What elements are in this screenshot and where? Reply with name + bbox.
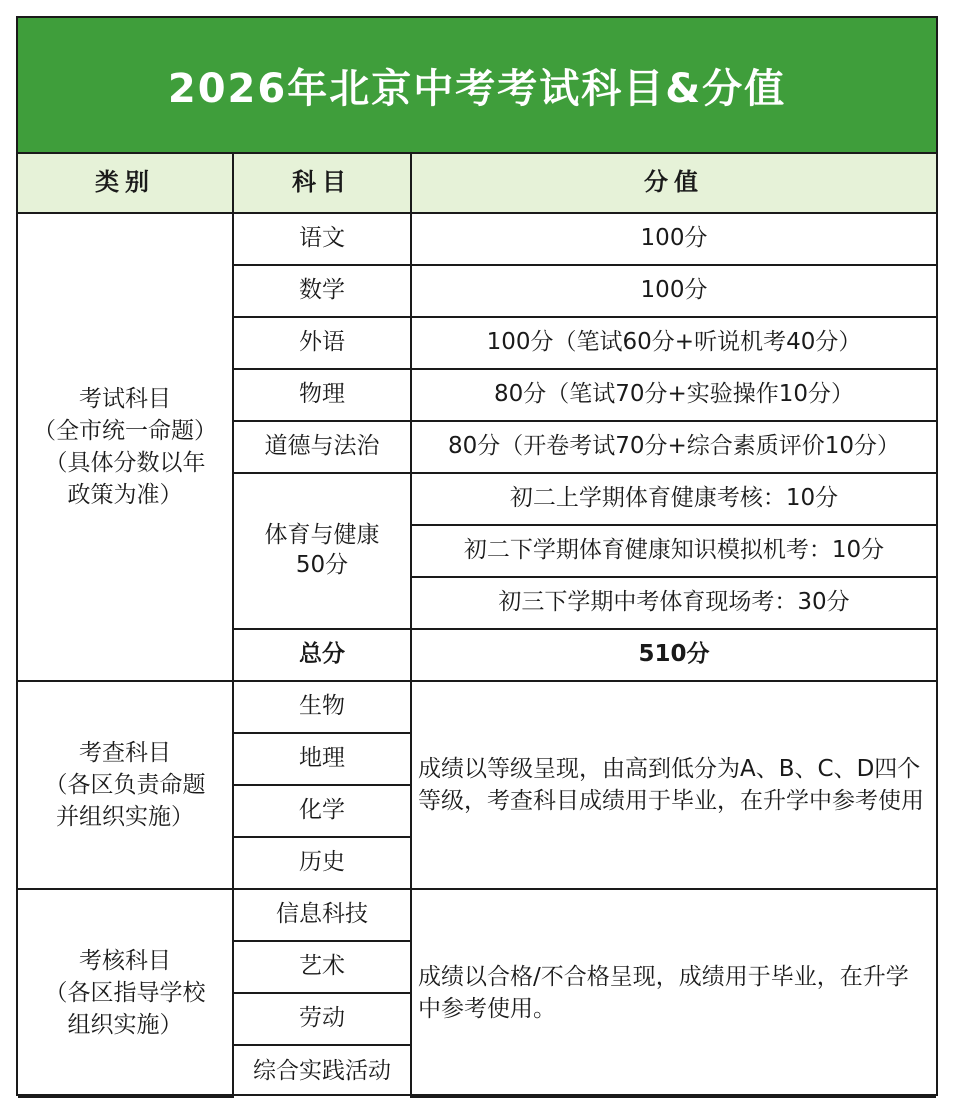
score-cell: 100分 <box>411 265 936 317</box>
category-check: 考查科目 （各区负责命题 并组织实施） <box>18 681 233 889</box>
total-value: 510分 <box>411 629 936 681</box>
subject-cell: 数学 <box>233 265 411 317</box>
table-row <box>18 889 936 941</box>
header-subject: 科目 <box>233 154 411 213</box>
subject-cell: 物理 <box>233 369 411 421</box>
score-cell: 80分（笔试70分+实验操作10分） <box>411 369 936 421</box>
exam-table-frame <box>16 16 938 1096</box>
header-row <box>18 154 936 213</box>
subject-cell: 历史 <box>233 837 411 889</box>
score-cell: 80分（开卷考试70分+综合素质评价10分） <box>411 421 936 473</box>
table-row <box>18 213 936 265</box>
score-cell: 初二上学期体育健康考核：10分 <box>411 473 936 525</box>
table-row <box>18 681 936 733</box>
header-category: 类别 <box>18 154 233 213</box>
check-description: 成绩以等级呈现，由高到低分为A、B、C、D四个等级，考查科目成绩用于毕业，在升学中参考使用 <box>411 681 936 889</box>
subject-cell: 劳动 <box>233 993 411 1045</box>
subject-cell: 地理 <box>233 733 411 785</box>
exam-subjects-table <box>18 154 936 1098</box>
subject-cell: 化学 <box>233 785 411 837</box>
subject-cell: 信息科技 <box>233 889 411 941</box>
category-exam: 考试科目 （全市统一命题） （具体分数以年 政策为准） <box>18 213 233 681</box>
subject-cell: 艺术 <box>233 941 411 993</box>
header-score: 分值 <box>411 154 936 213</box>
total-label: 总分 <box>233 629 411 681</box>
score-cell: 初二下学期体育健康知识模拟机考：10分 <box>411 525 936 577</box>
subject-cell: 语文 <box>233 213 411 265</box>
category-assess: 考核科目 （各区指导学校 组织实施） <box>18 889 233 1097</box>
score-cell: 初三下学期中考体育现场考：30分 <box>411 577 936 629</box>
score-cell: 100分 <box>411 213 936 265</box>
score-cell: 100分（笔试60分+听说机考40分） <box>411 317 936 369</box>
subject-cell: 外语 <box>233 317 411 369</box>
assess-description: 成绩以合格/不合格呈现，成绩用于毕业，在升学中参考使用。 <box>411 889 936 1097</box>
page-title: 2026年北京中考考试科目&分值 <box>167 65 787 112</box>
subject-cell: 生物 <box>233 681 411 733</box>
subject-cell: 综合实践活动 <box>233 1045 411 1097</box>
title-bar <box>18 18 936 154</box>
subject-cell-pe: 体育与健康 50分 <box>233 473 411 629</box>
subject-cell: 道德与法治 <box>233 421 411 473</box>
